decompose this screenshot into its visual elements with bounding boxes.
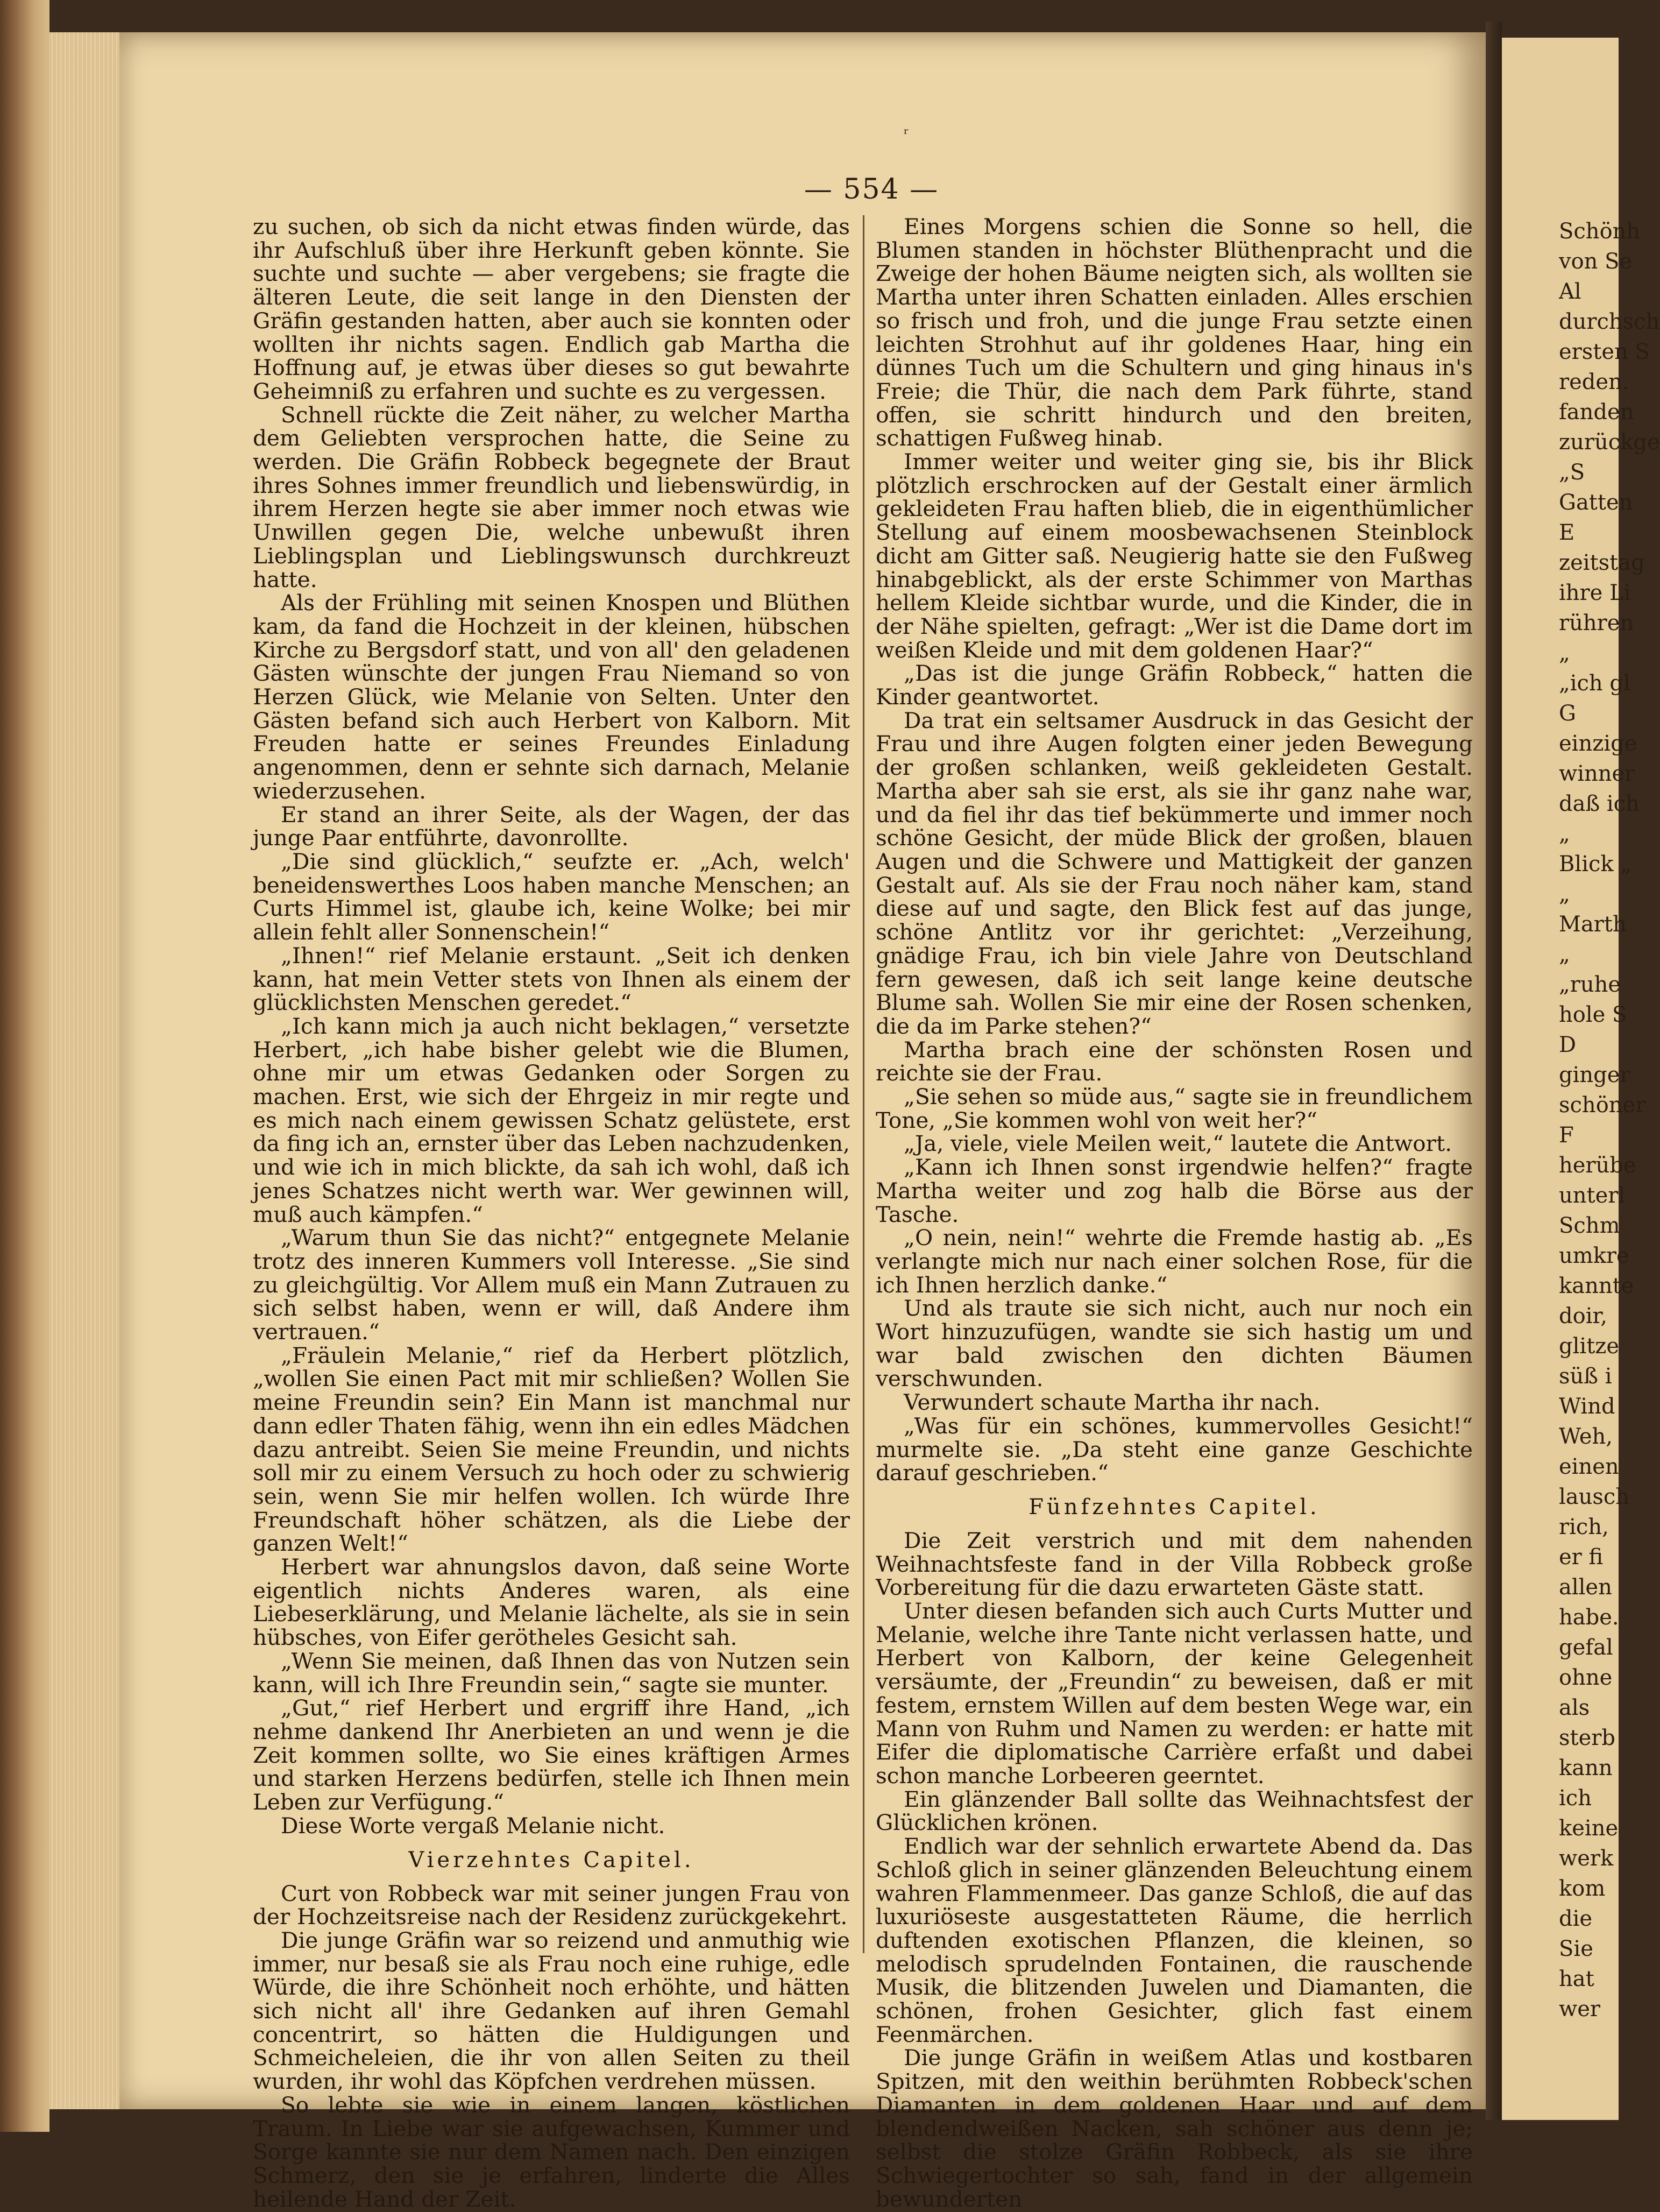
next-page-fragment: rich, — [1559, 1515, 1609, 1539]
next-page-fragment: ihre Li — [1559, 581, 1631, 605]
paragraph: Immer weiter und weiter ging sie, bis ihr Blick plötzlich erschrocken auf der Gestalt einer ärmlich gekleideten Frau haften blieb, die in eigenthümlicher Stellung auf einem moosbewachsenen Steinblock dicht am Gitter saß. Neugierig hatte sie den Fußweg hinabgeblickt, als der erste Schimmer von Marthas hellem Kleide sichtbar wurde, und die Kinder, die in der Nähe spielten, gefragt: „Wer ist die Dame dort im weißen Kleide und mit dem goldenen Haar?“ — [876, 449, 1473, 663]
next-page-fragment: wer — [1559, 1997, 1601, 2022]
paragraph: Die junge Gräfin war so reizend und anmuthig wie immer, nur besaß sie als Frau noch eine ruhige, edle Würde, die ihre Schönheit noch erhöhte, und hätten sich nicht all' ihre Gedanken auf ihren Gemahl concentrirt, so hätten die Huldigungen und Schmeicheleien, die ihr von allen Seiten zu theil wurden, ihr wohl das Köpfchen verdrehen müssen. — [253, 1927, 850, 2095]
next-page-fragment: von Se — [1559, 249, 1633, 274]
paragraph: „Fräulein Melanie,“ rief da Herbert plötzlich, „wollen Sie einen Pact mit mir schließen? Wollen Sie meine Freundin sein? Ein Mann ist manchmal nur dann edler Thaten fähig, wenn ihn ein edles Mädchen dazu antreibt. Seien Sie meine Freundin, und nichts soll mir zu einem Versuch zu hoch oder zu schwierig sein, wenn Sie mir helfen wollen. Ich würde Ihre Freundschaft höher schätzen, als die Liebe der ganzen Welt!“ — [253, 1342, 850, 1557]
next-page-edge — [1502, 38, 1660, 2120]
paragraph: „Warum thun Sie das nicht?“ entgegnete Melanie trotz des inneren Kummers voll Interesse. „Sie sind zu gleichgültig. Vor Allem muß ein Mann Zutrauen zu sich selbst haben, wenn er will, daß Andere ihm vertrauen.“ — [253, 1225, 850, 1345]
paragraph: Schnell rückte die Zeit näher, zu welcher Martha dem Geliebten versprochen hatte, die Seine zu werden. Die Gräfin Robbeck begegnete der Braut ihres Sohnes immer freundlich und liebenswürdig, in ihrem Herzen hegte sie aber immer noch etwas wie Unwillen gegen Die, welche unbewußt ihren Lieblingsplan und Lieblingswunsch durchkreuzt hatte. — [253, 401, 850, 592]
next-page-fragment: kannte — [1559, 1274, 1634, 1298]
paragraph: Und als traute sie sich nicht, auch nur noch ein Wort hinzuzufügen, wandte sie sich hastig um und war bald zwischen den dichten Bäumen verschwunden. — [876, 1295, 1473, 1392]
paragraph: Da trat ein seltsamer Ausdruck in das Gesicht der Frau und ihre Augen folgten einer jeden Bewegung der großen schlanken, weiß gekleideten Gestalt. Martha aber sah sie erst, als sie ihr ganz nahe war, und da fiel ihr das tief bekümmerte und immer noch schöne Gesicht, der müde Blick der großen, blauen Augen und die Schwere und Mattigkeit der ganzen Gestalt auf. Als sie der Frau noch näher kam, stand diese auf und sagte, den Blick fest auf das junge, schöne Antlitz vor ihr gerichtet: „Verzeihung, gnädige Frau, ich bin viele Jahre von Deutschland fern gewesen, daß ich seit lange keine deutsche Blume sah. Wollen Sie mir eine der Rosen schenken, die da im Parke stehen?“ — [876, 707, 1473, 1039]
next-page-fragment: kom — [1559, 1876, 1606, 1901]
paragraph: „O nein, nein!“ wehrte die Fremde hastig ab. „Es verlangte mich nur nach einer solchen Rose, für die ich Ihnen herzlich danke.“ — [876, 1225, 1473, 1298]
next-page-fragment: als — [1559, 1695, 1590, 1720]
page-number: — 554 — — [804, 173, 939, 206]
next-page-fragment: gefal — [1559, 1635, 1613, 1660]
next-page-fragment: unterl — [1559, 1183, 1626, 1208]
next-page-fragment: Sie — [1559, 1937, 1593, 1961]
next-page-fragment: schöner — [1559, 1093, 1646, 1118]
next-page-fragment: ich — [1559, 1786, 1592, 1811]
next-page-fragment: daß ich — [1559, 791, 1640, 816]
next-page-fragment: zurückge — [1559, 430, 1660, 455]
next-page-fragment: „ich gl — [1559, 671, 1630, 696]
next-page-fragment: G — [1559, 701, 1576, 726]
next-page-fragment: hole S — [1559, 1002, 1627, 1027]
paragraph: „Ja, viele, viele Meilen weit,“ lautete die Antwort. — [904, 1130, 1452, 1157]
next-page-fragment: allen — [1559, 1575, 1612, 1600]
next-page-fragment: Al — [1559, 279, 1581, 304]
next-page-fragment: „ — [1559, 882, 1570, 907]
next-page-fragment: reden. — [1559, 370, 1629, 394]
paragraph: „Sie sehen so müde aus,“ sagte sie in freundlichem Tone, „Sie kommen wohl von weit her?“ — [876, 1084, 1473, 1133]
next-page-fragment: rühren — [1559, 611, 1634, 635]
paragraph: Die Zeit verstrich und mit dem nahenden Weihnachtsfeste fand in der Villa Robbeck große Vorbereitung für die dazu erwarteten Gäste statt. — [876, 1527, 1473, 1601]
paragraph: „Ihnen!“ rief Melanie erstaunt. „Seit ich denken kann, hat mein Vetter stets von Ihnen als einem der glücklichsten Menschen geredet.“ — [253, 942, 850, 1016]
next-page-fragment: sterb — [1559, 1726, 1615, 1750]
right-column — [876, 215, 1473, 2211]
next-page-fragment: F — [1559, 1123, 1574, 1148]
next-page-fragment: ginger — [1559, 1063, 1630, 1087]
paragraph: „Das ist die junge Gräfin Robbeck,“ hatten die Kinder geantwortet. — [876, 660, 1473, 710]
print-mark: ʳ — [904, 125, 909, 143]
next-page-fragment: fanden — [1559, 400, 1634, 425]
paragraph: Ein glänzender Ball sollte das Weihnachtsfest der Glücklichen krönen. — [876, 1786, 1473, 1836]
paragraph: Curt von Robbeck war mit seiner jungen Frau von der Hochzeitsreise nach der Residenz zurückgekehrt. — [253, 1880, 850, 1930]
next-page-fragment: „ruhe — [1559, 972, 1621, 997]
next-page-fragment: herübe — [1559, 1153, 1636, 1178]
next-page-fragment: Schm — [1559, 1213, 1620, 1238]
next-page-fragment: habe. — [1559, 1605, 1619, 1630]
next-page-fragment: winner — [1559, 761, 1635, 786]
paragraph: Diese Worte vergaß Melanie nicht. — [281, 1812, 665, 1839]
next-page-fragment: Wind — [1559, 1394, 1615, 1419]
next-page-fragment: ohne — [1559, 1665, 1613, 1690]
next-page-fragment: Weh, — [1559, 1424, 1613, 1449]
paragraph: Martha brach eine der schönsten Rosen und reichte sie der Frau. — [876, 1036, 1473, 1086]
book-gutter — [1486, 22, 1502, 2120]
next-page-fragment: Gatten — [1559, 490, 1633, 515]
paragraph: „Ich kann mich ja auch nicht beklagen,“ versetzte Herbert, „ich habe bisher gelebt wie die Blumen, ohne mir um etwas Gedanken oder Sorgen zu machen. Erst, wie sich der Ehrgeiz in mir regte und es mich nach einem gewissen Schatz gelüstete, erst da fing ich an, ernster über das Leben nachzudenken, und wie ich in mich blickte, da sah ich wohl, daß ich jenes Schatzes nicht werth war. Wer gewinnen will, muß auch kämpfen.“ — [253, 1013, 850, 1227]
paragraph: Unter diesen befanden sich auch Curts Mutter und Melanie, welche ihre Tante nicht verlassen hatte, und Herbert von Kalborn, der keine Gelegenheit versäumte, der „Freundin“ zu beweisen, daß er mit festem, ernstem Willen auf dem besten Wege war, ein Mann von Ruhm und Namen zu werden: er hatte mit Eifer die diplomatische Carrière erfaßt und dabei schon manche Lorbeeren geerntet. — [876, 1598, 1473, 1789]
next-page-fragment: Marth — [1559, 912, 1627, 937]
next-page-fragment: „S — [1559, 460, 1585, 485]
next-page-fragment: „ — [1559, 822, 1570, 846]
column-divider — [863, 215, 864, 1953]
next-page-fragment: Schönh — [1559, 219, 1641, 244]
paragraph: Endlich war der sehnlich erwartete Abend da. Das Schloß glich in seiner glänzenden Beleuchtung einem wahren Flammenmeer. Das ganze Schloß, die auf das luxuriöseste ausgestatteten Räume, die herrlich duftenden exotischen Pflanzen, die kleinen, so melodisch sprudelnden Fontainen, die rauschende Musik, die blitzenden Juwelen und Diamanten, die schönen, frohen Gesichter, glich fast einem Feenmärchen. — [876, 1833, 1473, 2047]
paragraph: zu suchen, ob sich da nicht etwas finden würde, das ihr Aufschluß über ihre Herkunft geben könnte. Sie suchte und suchte — aber vergebens; sie fragte die älteren Leute, die seit lange in den Diensten der Gräfin gestanden hatten, aber auch sie konnten oder wollten ihr nichts sagen. Endlich gab Martha die Hoffnung auf, je etwas über dieses so gut bewahrte Geheimniß zu erfahren und suchte es zu vergessen. — [253, 214, 850, 404]
next-page-fragment: „ — [1559, 641, 1570, 666]
next-page-fragment: einen — [1559, 1454, 1619, 1479]
next-page-fragment: doir, — [1559, 1304, 1607, 1328]
chapter-heading: Vierzehntes Capitel. — [408, 1847, 694, 1872]
paragraph: „Kann ich Ihnen sonst irgendwie helfen?“ fragte Martha weiter und zog halb die Börse aus der Tasche. — [876, 1154, 1473, 1227]
left-column — [253, 215, 850, 2211]
next-page-fragment: ersten S — [1559, 340, 1650, 364]
next-page-fragment: „ — [1559, 942, 1570, 967]
next-page-fragment: kann — [1559, 1756, 1613, 1780]
page-fore-edge — [49, 32, 119, 2109]
next-page-fragment: süß i — [1559, 1364, 1612, 1389]
next-page-fragment: einzige — [1559, 731, 1637, 756]
next-page-fragment: umkre — [1559, 1243, 1629, 1268]
next-page-fragment: keine — [1559, 1816, 1619, 1841]
paragraph: So lebte sie wie in einem langen, köstlichen Traum. In Liebe war sie aufgewachsen, Kummer und Sorge kannte sie nur dem Namen nach. Den einzigen Schmerz, den sie je erfahren, linderte die Alles heilende Hand der Zeit. — [253, 2091, 850, 2212]
paragraph: „Was für ein schönes, kummervolles Gesicht!“ murmelte sie. „Da steht eine ganze Geschichte darauf geschrieben.“ — [876, 1412, 1473, 1486]
paragraph: Er stand an ihrer Seite, als der Wagen, der das junge Paar entführte, davonrollte. — [253, 801, 850, 851]
next-page-fragment: D — [1559, 1033, 1577, 1057]
next-page-fragment: durchsch — [1559, 309, 1660, 334]
paragraph: „Wenn Sie meinen, daß Ihnen das von Nutzen sein kann, will ich Ihre Freundin sein,“ sagte sie munter. — [253, 1648, 850, 1698]
next-page-fragment: Blick „ — [1559, 852, 1632, 877]
paragraph: „Die sind glücklich,“ seufzte er. „Ach, welch' beneidenswerthes Loos haben manche Menschen; an Curts Himmel ist, glaube ich, keine Wolke; bei mir allein fehlt aller Sonnenschein!“ — [253, 848, 850, 945]
paragraph: Herbert war ahnungslos davon, daß seine Worte eigentlich nichts Anderes waren, als eine Liebeserklärung, und Melanie lächelte, als sie in sein hübsches, von Eifer gerötheles Gesicht sah. — [253, 1554, 850, 1651]
next-page-fragment: werk — [1559, 1846, 1614, 1871]
next-page-fragment: glitze — [1559, 1334, 1620, 1359]
next-page-fragment: zeitstag — [1559, 550, 1645, 575]
chapter-heading: Fünfzehntes Capitel. — [1028, 1494, 1320, 1520]
paragraph: Verwundert schaute Martha ihr nach. — [904, 1389, 1321, 1416]
paragraph: „Gut,“ rief Herbert und ergriff ihre Hand, „ich nehme dankend Ihr Anerbieten an und wenn je die Zeit kommen sollte, wo Sie eines kräftigen Armes und starken Herzens bedürfen, stelle ich Ihnen mein Leben zur Verfügung.“ — [253, 1695, 850, 1815]
paragraph: Als der Frühling mit seinen Knospen und Blüthen kam, da fand die Hochzeit in der kleinen, hübschen Kirche zu Bergsdorf statt, und von all' den geladenen Gästen wünschte der jungen Frau Niemand so von Herzen Glück, wie Melanie von Selten. Unter den Gästen befand sich auch Herbert von Kalborn. Mit Freuden hatte er seines Freundes Einladung angenommen, denn er sehnte sich darnach, Melanie wiederzusehen. — [253, 590, 850, 804]
next-page-fragment: lausch — [1559, 1485, 1630, 1509]
book-cover-edge — [0, 0, 49, 2132]
next-page-fragment: die — [1559, 1906, 1593, 1931]
next-page-fragment: E — [1559, 520, 1575, 545]
paragraph: Eines Morgens schien die Sonne so hell, die Blumen standen in höchster Blüthenpracht und die Zweige der hohen Bäume neigten sich, als wollten sie Martha unter ihren Schatten einladen. Alles erschien so frisch und froh, und die junge Frau setzte einen leichten Strohhut auf ihr goldenes Haar, hing ein dünnes Tuch um die Schultern und ging hinaus in's Freie; die Thür, die nach dem Park führte, stand offen, sie schritt hindurch und den breiten, schattigen Fußweg hinab. — [876, 214, 1473, 451]
next-page-fragment: er fi — [1559, 1545, 1604, 1570]
paragraph: Die junge Gräfin in weißem Atlas und kostbaren Spitzen, mit den weithin berühmten Robbeck'schen Diamanten in dem goldenen Haar und auf dem blendendweißen Nacken, sah schöner aus denn je; selbst die stolze Gräfin Robbeck, als sie ihre Schwiegertochter so sah, fand in der allgemein bewunderten — [876, 2045, 1473, 2212]
next-page-fragment: hat — [1559, 1967, 1594, 1991]
